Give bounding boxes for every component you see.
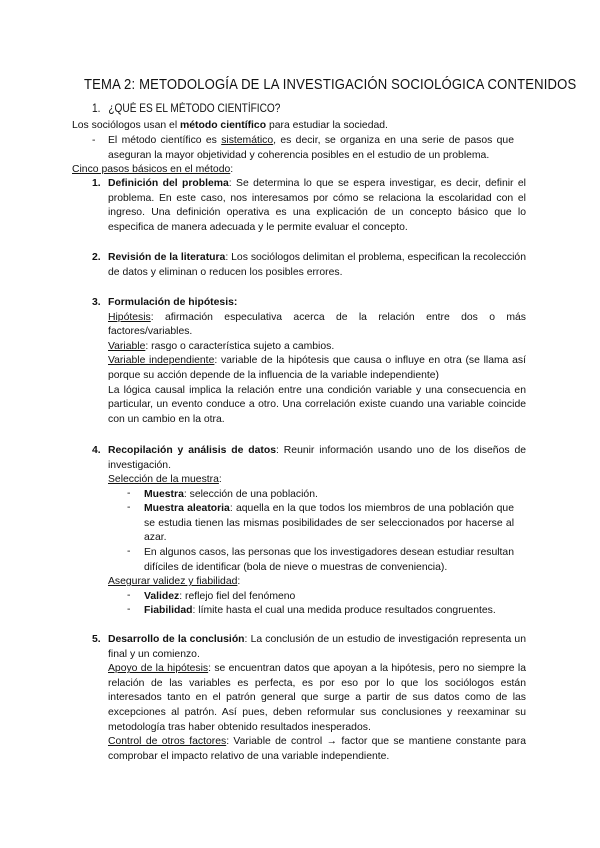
list-dash: -	[127, 590, 131, 601]
section-heading-text: ¿QUÉ ES EL MÉTODO CIENTÍFICO?	[108, 103, 281, 115]
list-item-otros-casos	[144, 546, 514, 575]
step-number: 1.	[92, 178, 101, 189]
list-item-validez	[144, 590, 295, 605]
list-item-term: Muestra	[144, 489, 184, 500]
seleccion-heading-colon: :	[218, 474, 222, 486]
apoyo-hipotesis-def: : se encuentran datos que apoyan a la hipótesis, pero no siempre la relación de las variables es perfecta, es por eso por lo que los sociólogos están interesados tanto en el patrón general que surge a partir de sus datos como de las excepciones al patrón. Así pues, deben reformular sus conclusiones y reexaminar su metodología tras haber obtenido resultados inesperados.	[108, 663, 526, 733]
section-number: 1.	[92, 103, 101, 115]
step-title-colon: :	[233, 297, 238, 308]
intro-pre: Los sociólogos usan el	[72, 120, 181, 131]
variable-independiente-term: Variable independiente	[108, 355, 215, 367]
variable-independiente-def: : variable de la hipótesis que causa o influye en otra (se llama así porque su acción depende de la influencia de la variable independiente)	[108, 355, 526, 381]
control-factores-term: Control de otros factores	[108, 736, 227, 748]
step-title: Formulación de hipótesis	[108, 297, 234, 308]
steps-heading-colon: :	[230, 164, 234, 175]
control-factores-paragraph	[108, 735, 526, 764]
list-item-def: : selección de una población.	[183, 489, 318, 500]
document-title: TEMA 2: METODOLOGÍA DE LA INVESTIGACIÓN SOCIOLÓGICA CONTENIDOS	[84, 76, 577, 93]
step-number: 3.	[92, 297, 101, 308]
validez-heading	[108, 575, 240, 590]
list-item-def: : aquella en la que todos los miembros de una población que se estudia tienen las mismas posibilidades de ser seleccionados por hacerse al azar.	[144, 503, 514, 544]
list-dash: -	[127, 502, 131, 513]
variable-independiente-definition	[108, 354, 526, 383]
apoyo-hipotesis-term: Apoyo de la hipótesis	[108, 663, 209, 675]
step-title-line	[108, 633, 526, 662]
list-item-fiabilidad	[144, 604, 496, 619]
step-text: : La conclusión de un estudio de investigación representa un final y un comienzo.	[108, 634, 526, 660]
variable-def: : rasgo o característica sujeto a cambios.	[145, 340, 335, 352]
step-definicion	[108, 177, 526, 235]
step-revision	[108, 251, 526, 280]
bullet-pre: El método científico es	[108, 135, 222, 146]
logica-causal-paragraph: La lógica causal implica la relación entre una condición variable y una consecuencia en particular, un evento conduce a otro. Una correlación existe cuando una variable coincide con un cambio en la otra.	[108, 384, 526, 425]
list-item-def: En algunos casos, las personas que los investigadores desean estudiar resultan difíciles de identificar (bola de nieve o muestras de conveniencia).	[144, 547, 514, 573]
bullet-underlined: sistemático	[221, 135, 274, 146]
step-conclusion	[108, 633, 526, 764]
list-item-muestra	[144, 488, 514, 503]
variable-definition	[108, 340, 526, 355]
list-dash: -	[127, 546, 131, 557]
step-title-line	[108, 296, 526, 311]
steps-heading-text: Cinco pasos básicos en el método	[72, 164, 231, 175]
hipotesis-def: : afirmación especulativa acerca de la relación entre dos o más factores/variables.	[108, 311, 526, 338]
validez-heading-text: Asegurar validez y fiabilidad	[108, 576, 238, 587]
bullet-post: , es decir, se organiza en una serie de pasos que aseguran la mayor objetividad y coherencia posibles en el estudio de un problema.	[108, 135, 514, 161]
intro-post: para estudiar la sociedad.	[266, 120, 388, 131]
list-item-def: : reflejo fiel del fenómeno	[179, 591, 296, 602]
step-title: Revisión de la literatura	[108, 252, 226, 263]
step-title: Definición del problema	[108, 178, 229, 189]
intro-paragraph	[72, 119, 388, 134]
list-item-term: Validez	[144, 591, 180, 602]
list-item-def: : límite hasta el cual una medida produce resultados congruentes.	[192, 605, 496, 616]
hipotesis-term: Hipótesis	[108, 311, 151, 323]
list-item-term: Fiabilidad	[144, 605, 193, 616]
validez-heading-colon: :	[237, 576, 241, 587]
apoyo-hipotesis-paragraph	[108, 662, 526, 735]
step-title: Recopilación y análisis de datos	[108, 445, 276, 456]
hipotesis-definition	[108, 311, 526, 340]
step-recopilacion	[108, 444, 526, 488]
step-number: 2.	[92, 252, 101, 263]
step-text: : Se determina lo que se espera investigar, es decir, definir el problema. En este caso, nos interesamos por cómo se relaciona la escolaridad con el ingreso. Una definición operativa es una explicación de un concepto básico que lo especifica de manera adecuada y le permite evaluar el concepto.	[108, 178, 526, 233]
step-formulacion	[108, 296, 526, 427]
step-title-line	[108, 444, 526, 473]
list-dash: -	[127, 488, 131, 499]
method-bullet	[108, 134, 514, 163]
list-item-muestra-aleatoria	[144, 502, 514, 546]
step-number: 5.	[92, 634, 101, 645]
step-text: : Reunir información usando uno de los diseños de investigación.	[108, 445, 526, 471]
step-number: 4.	[92, 445, 101, 456]
list-item-term: Muestra aleatoria	[144, 503, 230, 514]
list-dash: -	[127, 604, 131, 615]
seleccion-heading-text: Selección de la muestra	[108, 474, 219, 486]
bullet-dash: -	[92, 135, 96, 146]
section-heading	[92, 103, 280, 115]
step-text: : Los sociólogos delimitan el problema, especifican la recolección de datos y eliminan o reducen los posibles errores.	[108, 252, 526, 278]
intro-bold: método científico	[180, 120, 267, 131]
control-factores-def: : Variable de control → factor que se mantiene constante para comprobar el impacto relativo de una variable independiente.	[108, 736, 527, 762]
steps-heading	[72, 163, 233, 178]
variable-term: Variable	[108, 340, 146, 352]
seleccion-heading	[108, 473, 526, 488]
step-title: Desarrollo de la conclusión	[108, 634, 245, 645]
